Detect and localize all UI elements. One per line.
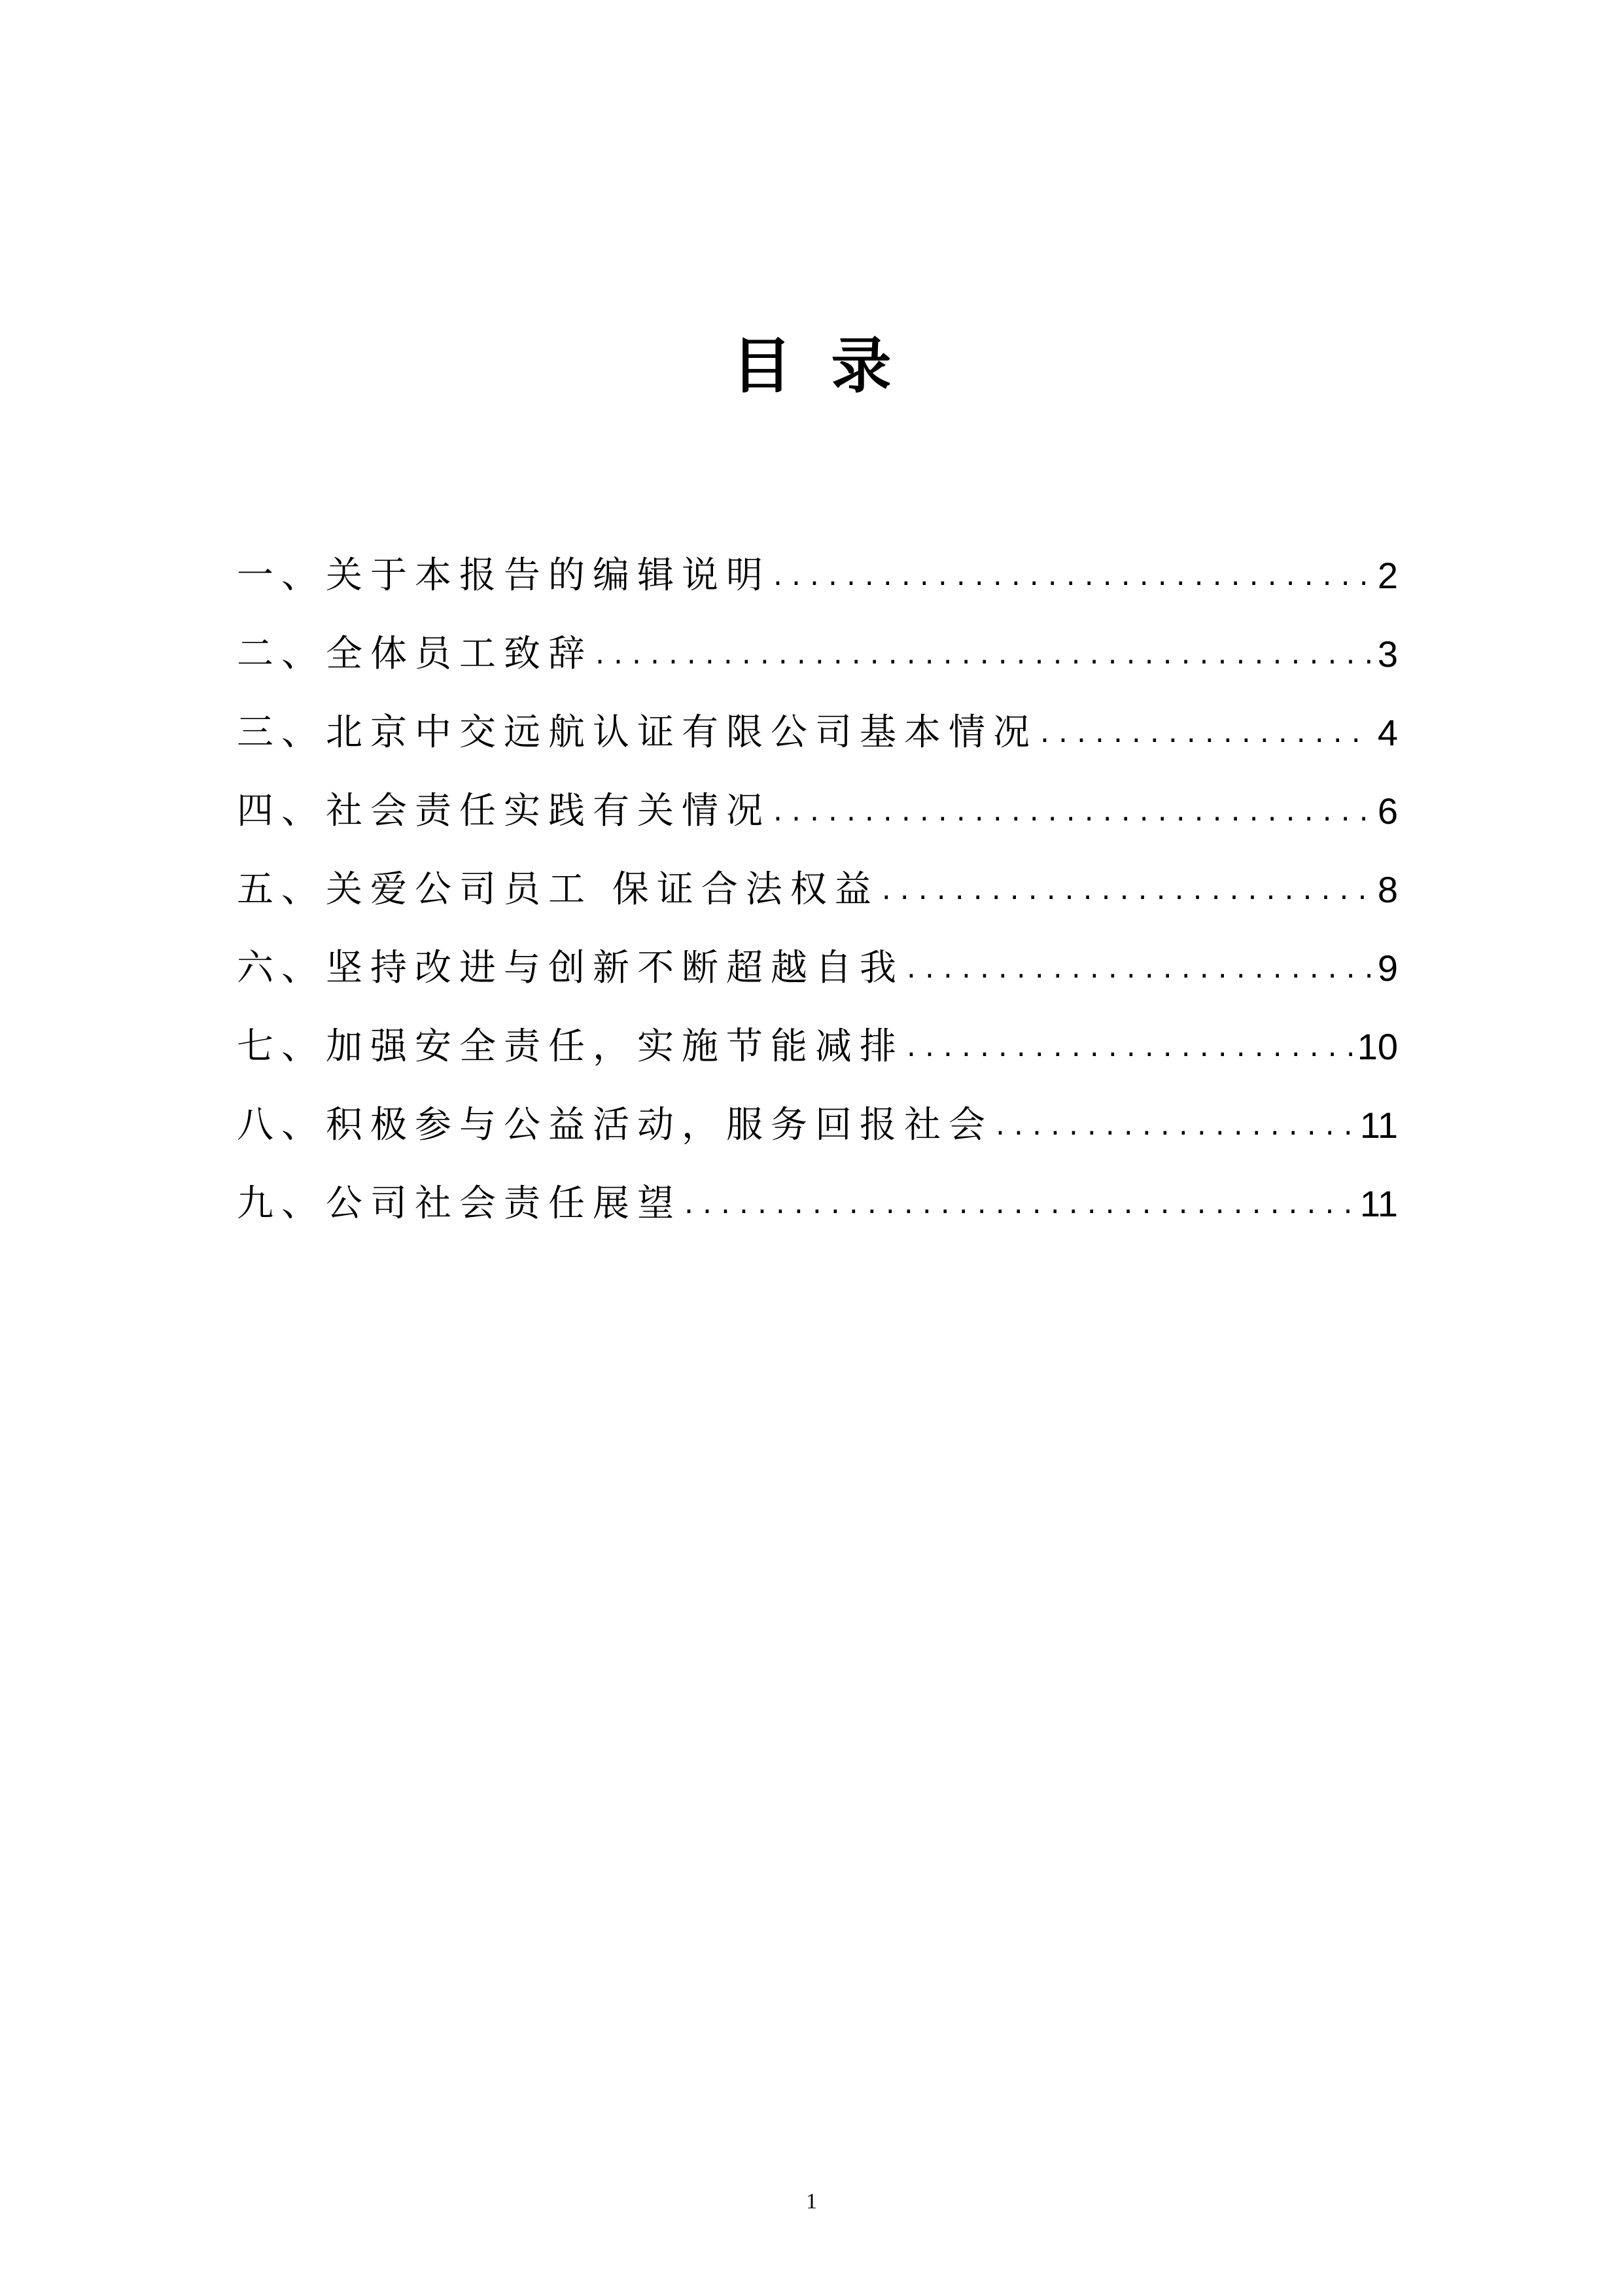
toc-entry-label: 七、加强安全责任，实施节能减排: [237, 1025, 904, 1068]
page-number: 1: [806, 2189, 817, 2214]
toc-entry-8[interactable]: [237, 1073, 1398, 1152]
toc-entry-page: 6: [1377, 790, 1398, 832]
toc-dot-leader: [907, 942, 1372, 995]
toc-dot-leader: [907, 1021, 1352, 1073]
toc-dot-leader: [1040, 707, 1372, 759]
toc-entry-3[interactable]: [237, 680, 1398, 759]
toc-entry-2[interactable]: [237, 602, 1398, 680]
toc-entry-label: 三、北京中交远航认证有限公司基本情况: [237, 711, 1038, 754]
toc-entry-label: 四、社会责任实践有关情况: [237, 790, 771, 832]
toc-entry-page: 9: [1377, 947, 1398, 989]
toc-entry-label: 八、积极参与公益活动，服务回报社会: [237, 1104, 993, 1146]
toc-dot-leader: [595, 628, 1372, 680]
toc-entry-5[interactable]: [237, 838, 1398, 916]
toc-entry-page: 10: [1357, 1026, 1398, 1067]
toc-entry-9[interactable]: [237, 1152, 1398, 1230]
toc-entry-label: 五、关爱公司员工 保证合法权益: [237, 868, 879, 911]
page-title: 目录: [731, 331, 931, 401]
toc-entry-page: 2: [1377, 555, 1398, 596]
toc-entry-page: 3: [1377, 633, 1398, 675]
toc-dot-leader: [773, 785, 1372, 838]
toc-entry-page: 11: [1359, 1104, 1398, 1146]
toc-entry-label: 六、坚持改进与创新不断超越自我: [237, 947, 904, 989]
toc-entry-page: 4: [1377, 712, 1398, 753]
toc-entry-7[interactable]: [237, 995, 1398, 1073]
toc-entry-page: 8: [1377, 869, 1398, 910]
toc-entry-label: 九、公司社会责任展望: [237, 1182, 682, 1225]
toc-entry-page: 11: [1359, 1183, 1398, 1224]
toc-entry-6[interactable]: [237, 916, 1398, 995]
toc-dot-leader: [882, 864, 1372, 916]
toc-dot-leader: [684, 1178, 1355, 1230]
toc-dot-leader: [773, 550, 1372, 602]
toc-dot-leader: [996, 1099, 1355, 1152]
toc-entry-label: 二、全体员工致辞: [237, 633, 593, 675]
table-of-contents: [237, 523, 1398, 1230]
toc-entry-1[interactable]: [237, 523, 1398, 602]
toc-entry-label: 一、关于本报告的编辑说明: [237, 554, 771, 597]
toc-entry-4[interactable]: [237, 759, 1398, 838]
